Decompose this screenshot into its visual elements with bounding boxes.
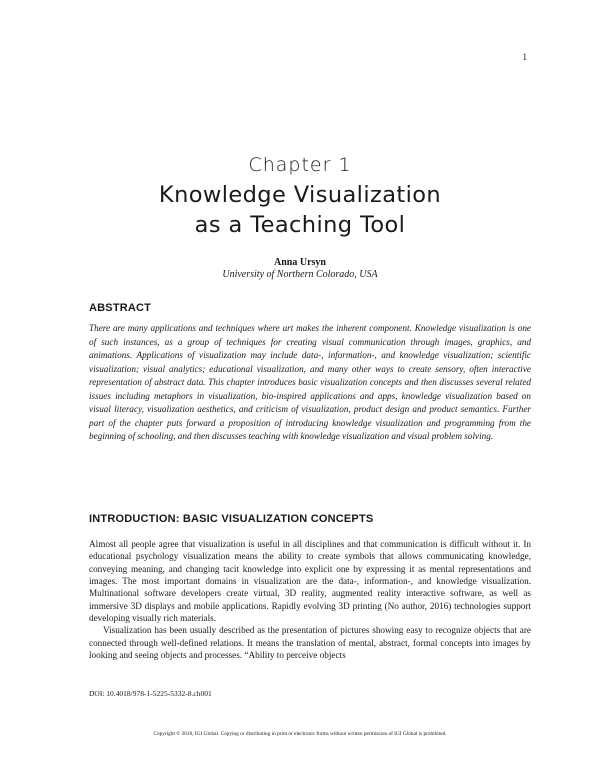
- author-name: Anna Ursyn: [274, 257, 326, 268]
- copyright-notice: Copyright © 2018, IGI Global. Copying or distributing in print or electronic forms without written permission of IGI Global is prohibited.: [153, 731, 447, 737]
- chapter-title-line-1: Knowledge Visualization: [158, 182, 442, 208]
- introduction-heading: INTRODUCTION: BASIC VISUALIZATION CONCEPTS: [89, 513, 374, 525]
- chapter-title: [0, 180, 600, 240]
- introduction-paragraph-2: Visualization has been usually described as the presentation of pictures showing easy to recognize objects that are connected through well-defined relations. It means the translation of mental, abstract, formal concepts into images by looking and seeing objects and processes. “Ability to perceive objects: [89, 625, 531, 661]
- author-block: [0, 257, 600, 281]
- page-number: 1: [522, 52, 527, 62]
- author-affiliation: University of Northern Colorado, USA: [222, 269, 378, 280]
- abstract-text: There are many applications and techniques where art makes the inherent component. Knowledge visualization is one of such instances, as a group of techniques for creating visual communication through images, graphics, and animations. Applications of visualization may include data-, information-, and knowledge visualization; scientific visualization; visual analytics; educational visualization, and many other ways to create sensory, often interactive representation of abstract data. This chapter introduces basic visualization concepts and then discusses several related issues including metaphors in visualization, bio-inspired applications and apps, knowledge visualization based on visual literacy, visualization aesthetics, and criticism of visualization, product design and product semantics. Further part of the chapter puts forward a proposition of introducing knowledge visualization and programming from the beginning of schooling, and then discusses teaching with knowledge visualization and visual problem solving.: [89, 323, 531, 442]
- chapter-title-line-2: as a Teaching Tool: [194, 212, 406, 238]
- chapter-label: Chapter 1: [248, 154, 352, 176]
- introduction-body: [89, 538, 531, 661]
- abstract-heading: ABSTRACT: [89, 302, 152, 314]
- doi-line: DOI: 10.4018/978-1-5225-5332-8.ch001: [89, 689, 212, 698]
- introduction-paragraph-1: Almost all people agree that visualization is useful in all disciplines and that communication is difficult without it. In educational psychology visualization means the ability to create symbols that allows communicating knowledge, conveying meaning, and changing tacit knowledge into explicit one by expressing it as mental representations and images. The most important domains in visualization are the data-, information-, and knowledge visualization. Multinational software developers create virtual, 3D reality, augmented reality interactive software, as well as immersive 3D displays and mobile applications. Rapidly evolving 3D printing (No author, 2016) technologies support developing visually rich materials.: [89, 539, 531, 624]
